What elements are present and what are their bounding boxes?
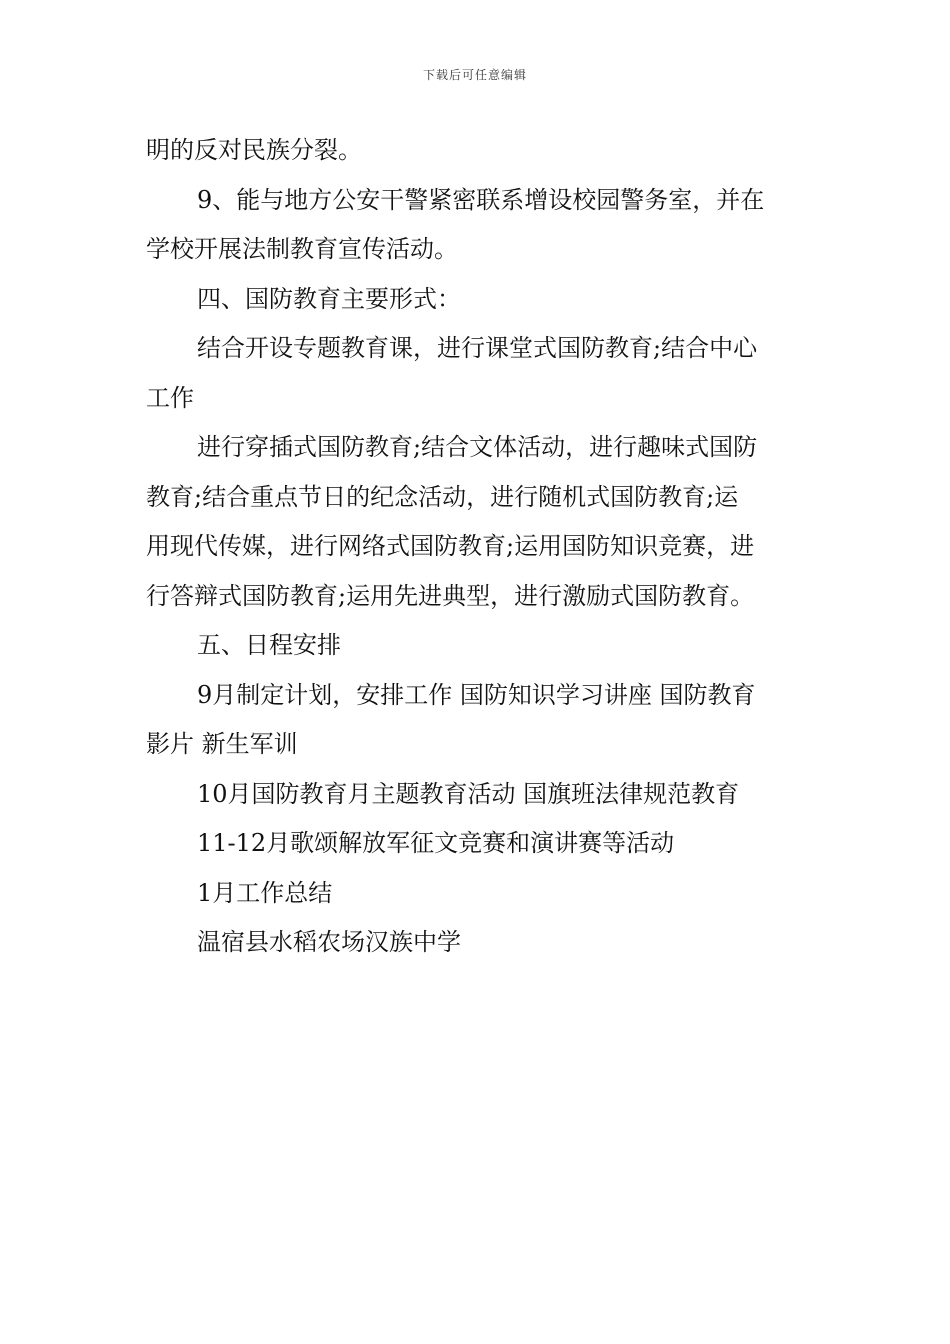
schedule-line: 9月制定计划，安排工作 国防知识学习讲座 国防教育 — [197, 680, 756, 709]
schedule-line: 1月工作总结 — [197, 878, 333, 907]
schedule-line: 10月国防教育月主题教育活动 国旗班法律规范教育 — [197, 779, 740, 808]
text-line: 明的反对民族分裂。 — [146, 136, 362, 164]
text-line: 结合开设专题教育课，进行课堂式国防教育;结合中心 — [197, 334, 758, 362]
text-line: 学校开展法制教育宣传活动。 — [146, 235, 458, 263]
text-line: 行答辩式国防教育;运用先进典型，进行激励式国防教育。 — [146, 581, 755, 610]
text-line: 9、能与地方公安干警紧密联系增设校园警务室，并在 — [197, 185, 765, 214]
schedule-line: 影片 新生军训 — [146, 730, 298, 758]
page-header: 下载后可任意编辑 — [422, 68, 527, 82]
text-line: 工作 — [146, 383, 194, 412]
text-line: 教育;结合重点节日的纪念活动，进行随机式国防教育;运 — [146, 482, 739, 511]
signature-line: 温宿县水稻农场汉族中学 — [197, 928, 461, 956]
document-body — [146, 126, 810, 968]
text-line: 用现代传媒，进行网络式国防教育;运用国防知识竞赛，进 — [146, 532, 755, 560]
text-line: 进行穿插式国防教育;结合文体活动，进行趣味式国防 — [197, 433, 758, 461]
section-heading: 五、日程安排 — [197, 631, 341, 659]
schedule-line: 11-12月歌颂解放军征文竞赛和演讲赛等活动 — [197, 829, 675, 857]
section-heading: 四、国防教育主要形式： — [197, 284, 461, 313]
